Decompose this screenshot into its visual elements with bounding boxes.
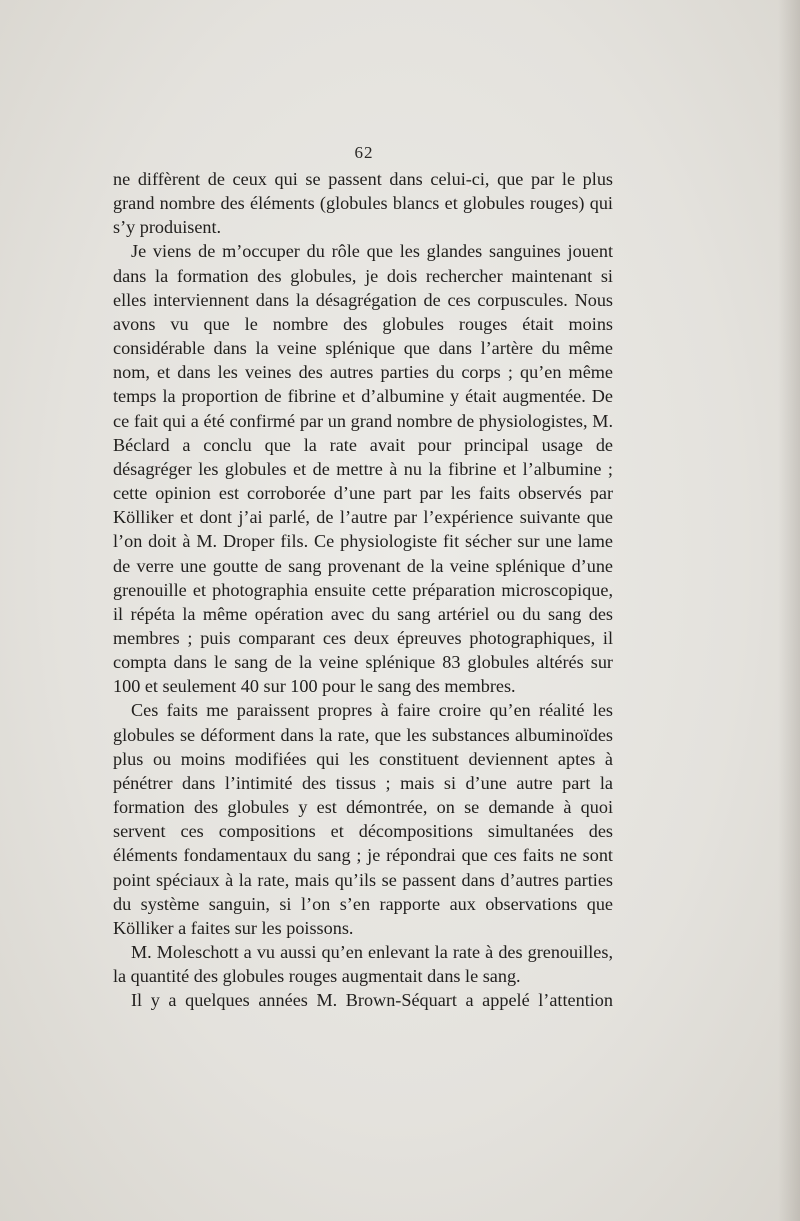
paragraph-moleschott: M. Moleschott a vu aussi qu’en enlevant la rate à des grenouilles, la quantité des globules rouges augmentait dans le sang. — [113, 942, 613, 987]
paragraph-glandes-sanguines: Je viens de m’occuper du rôle que les glandes sanguines jouent dans la formation des globules, je dois rechercher maintenant si elles interviennent dans la désagrégation de ces corpuscules. Nous avons vu que le nombre des globules rouges était moins considérable dans la veine splénique que dans l’artère du même nom, et dans les veines des autres parties du corps ; qu’en même temps la proportion de fibrine et d’albumine y était augmentée. De ce fait qui a été confirmé par un grand nombre de physiologistes, M. Béclard a conclu que la rate avait pour principal usage de désagréger les globules et de mettre à nu la fibrine et l’albumine ; cette opinion est corroborée d’une part par les faits observés par Kölliker et dont j’ai parlé, de l’autre par l’expérience suivante que l’on doit à M. Droper fils. Ce physiologiste fit sécher sur une lame de verre une goutte de sang provenant de la veine splénique d’une grenouille et photographia ensuite cette préparation microscopique, il répéta la même opération avec du sang artériel ou du sang des membres ; puis comparant ces deux épreuves photographiques, il compta dans le sang de la veine splénique 83 globules altérés sur 100 et seulement 40 sur 100 pour le sang des membres. — [113, 241, 613, 697]
paragraph-ces-faits: Ces faits me paraissent propres à faire croire qu’en réalité les globules se déforment dans la rate, que les substances albuminoïdes plus ou moins modifiées qui les constituent deviennent aptes à pénétrer dans l’intimité des tissus ; mais si d’une autre part la formation des globules y est démontrée, on se demande à quoi servent ces compositions et décompositions simultanées des éléments fondamentaux du sang ; je répondrai que ces faits ne sont point spéciaux à la rate, mais qu’ils se passent dans d’autres parties du système sanguin, si l’on s’en rapporte aux observations que Kölliker a faites sur les poissons. — [113, 700, 613, 938]
body-text — [113, 167, 613, 1012]
paragraph-brown-sequard: Il y a quelques années M. Brown-Séquart a appelé l’attention — [131, 990, 613, 1011]
paragraph-continuation: ne diffèrent de ceux qui se passent dans celui-ci, que par le plus grand nombre des éléments (globules blancs et globules rouges) qui s’y produisent. — [113, 169, 613, 238]
page-number: 62 — [354, 143, 374, 162]
page-edge-shadow — [778, 0, 800, 1221]
